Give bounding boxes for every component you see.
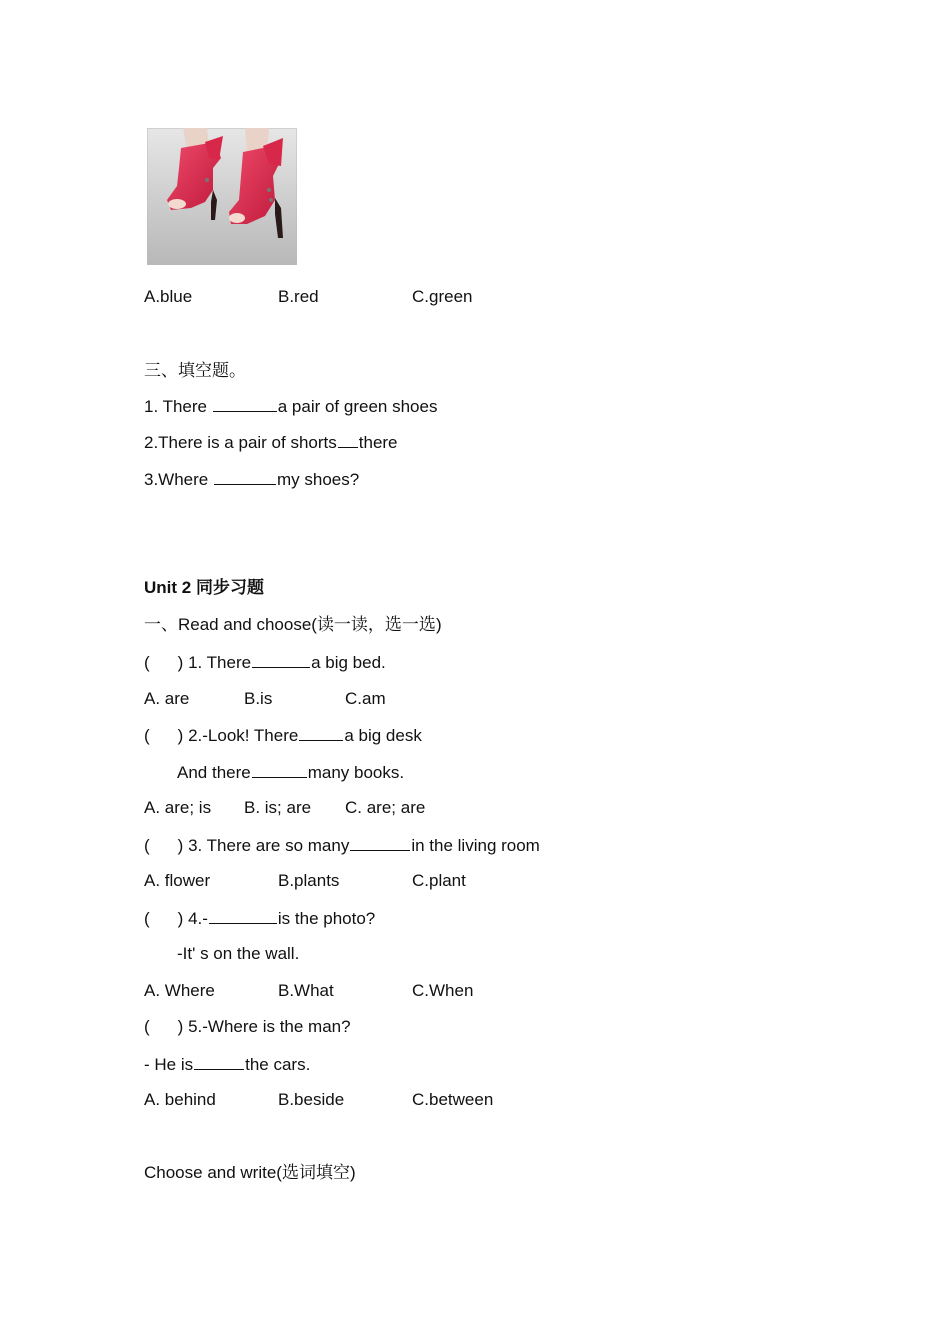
part2-en: Choose and write( [144, 1163, 282, 1182]
q3-option-c: C.plant [412, 871, 466, 890]
q2-after: a big desk [344, 726, 422, 745]
q1-paren-open: ( [144, 653, 150, 672]
q5-line2-before: - He is [144, 1055, 194, 1074]
q1-after: a big bed. [311, 653, 386, 672]
option-c: C.green [412, 287, 473, 306]
q1-option-b: B.is [244, 689, 273, 708]
q4-blank[interactable] [209, 907, 277, 924]
q5-blank[interactable] [194, 1053, 244, 1070]
q1-blank[interactable] [252, 651, 310, 668]
fill-q3 [144, 468, 359, 491]
part2-cn: 选词填空 [281, 1163, 350, 1183]
q5-paren-close: ) [177, 1017, 184, 1036]
q2-before: 2.-Look! There [183, 726, 299, 745]
q4-paren-open: ( [144, 909, 150, 928]
part1-heading [144, 614, 442, 636]
q1-option-c: C.am [345, 689, 386, 708]
q3-blank[interactable] [350, 834, 410, 851]
part2-close: ) [349, 1163, 356, 1182]
section3-heading: 三、填空题。 [144, 361, 246, 381]
q3-after: in the living room [411, 836, 540, 855]
red-shoes-photo [147, 128, 297, 265]
fill-q2-blank[interactable] [338, 431, 358, 448]
q3-paren-open: ( [144, 836, 150, 855]
q3-option-a: A. flower [144, 871, 211, 890]
q4-paren-close: ) [177, 909, 184, 928]
q5-text: 5.-Where is the man? [183, 1017, 351, 1036]
q3-paren-close: ) [177, 836, 184, 855]
mc-q1 [144, 651, 386, 674]
unit2-title: Unit 2 同步习题 [144, 578, 264, 597]
q1-before: 1. There [183, 653, 252, 672]
q5-line2-after: the cars. [245, 1055, 311, 1074]
q2-paren-close: ) [177, 726, 184, 745]
q5-option-a: A. behind [144, 1090, 216, 1109]
mc-q5-line2 [144, 1053, 310, 1076]
q2-line2-before: And there [177, 763, 251, 782]
q5-option-c: C.between [412, 1090, 494, 1109]
part1-close: ) [435, 615, 442, 634]
part1-cn: 读一读，选一选 [316, 615, 436, 635]
part1-en: Read and choose( [178, 615, 317, 634]
option-b: B.red [278, 287, 319, 306]
q3-before: 3. There are so many [183, 836, 350, 855]
fill-q1-blank[interactable] [213, 395, 277, 412]
q5-option-b: B.beside [278, 1090, 345, 1109]
q2-option-c: C. are; are [345, 798, 426, 817]
q2-option-b: B. is; are [244, 798, 312, 817]
fill-q3-before: 3.Where [144, 470, 213, 489]
q3-option-b: B.plants [278, 871, 340, 890]
mc-q4 [144, 907, 375, 930]
q2-option-a: A. are; is [144, 798, 212, 817]
fill-q1-after: a pair of green shoes [277, 397, 438, 416]
option-a: A.blue [144, 287, 193, 306]
mc-q2 [144, 724, 422, 747]
q4-option-c: C.When [412, 981, 474, 1000]
q4-after: is the photo? [277, 909, 376, 928]
q4-before: 4.- [183, 909, 208, 928]
q2-paren-open: ( [144, 726, 150, 745]
q5-paren-open: ( [144, 1017, 150, 1036]
q4-option-a: A. Where [144, 981, 215, 1000]
mc-q2-line2 [177, 761, 404, 784]
mc-q5 [144, 1016, 351, 1038]
fill-q3-after: my shoes? [276, 470, 360, 489]
mc-q4-line2: -It' s on the wall. [177, 944, 300, 963]
fill-q2-before: 2.There is a pair of shorts [144, 433, 337, 452]
fill-q1 [144, 395, 437, 418]
q2-line2-blank[interactable] [252, 761, 307, 778]
mc-q3 [144, 834, 540, 857]
q2-line2-after: many books. [307, 763, 405, 782]
part1-prefix: 一、 [144, 615, 178, 635]
fill-q2-after: there [358, 433, 398, 452]
q4-option-b: B.What [278, 981, 334, 1000]
q1-paren-close: ) [177, 653, 184, 672]
fill-q1-before: 1. There [144, 397, 212, 416]
part2-heading [144, 1162, 356, 1184]
q2-blank[interactable] [299, 724, 343, 741]
fill-q3-blank[interactable] [214, 468, 276, 485]
q1-option-a: A. are [144, 689, 190, 708]
fill-q2 [144, 431, 398, 454]
